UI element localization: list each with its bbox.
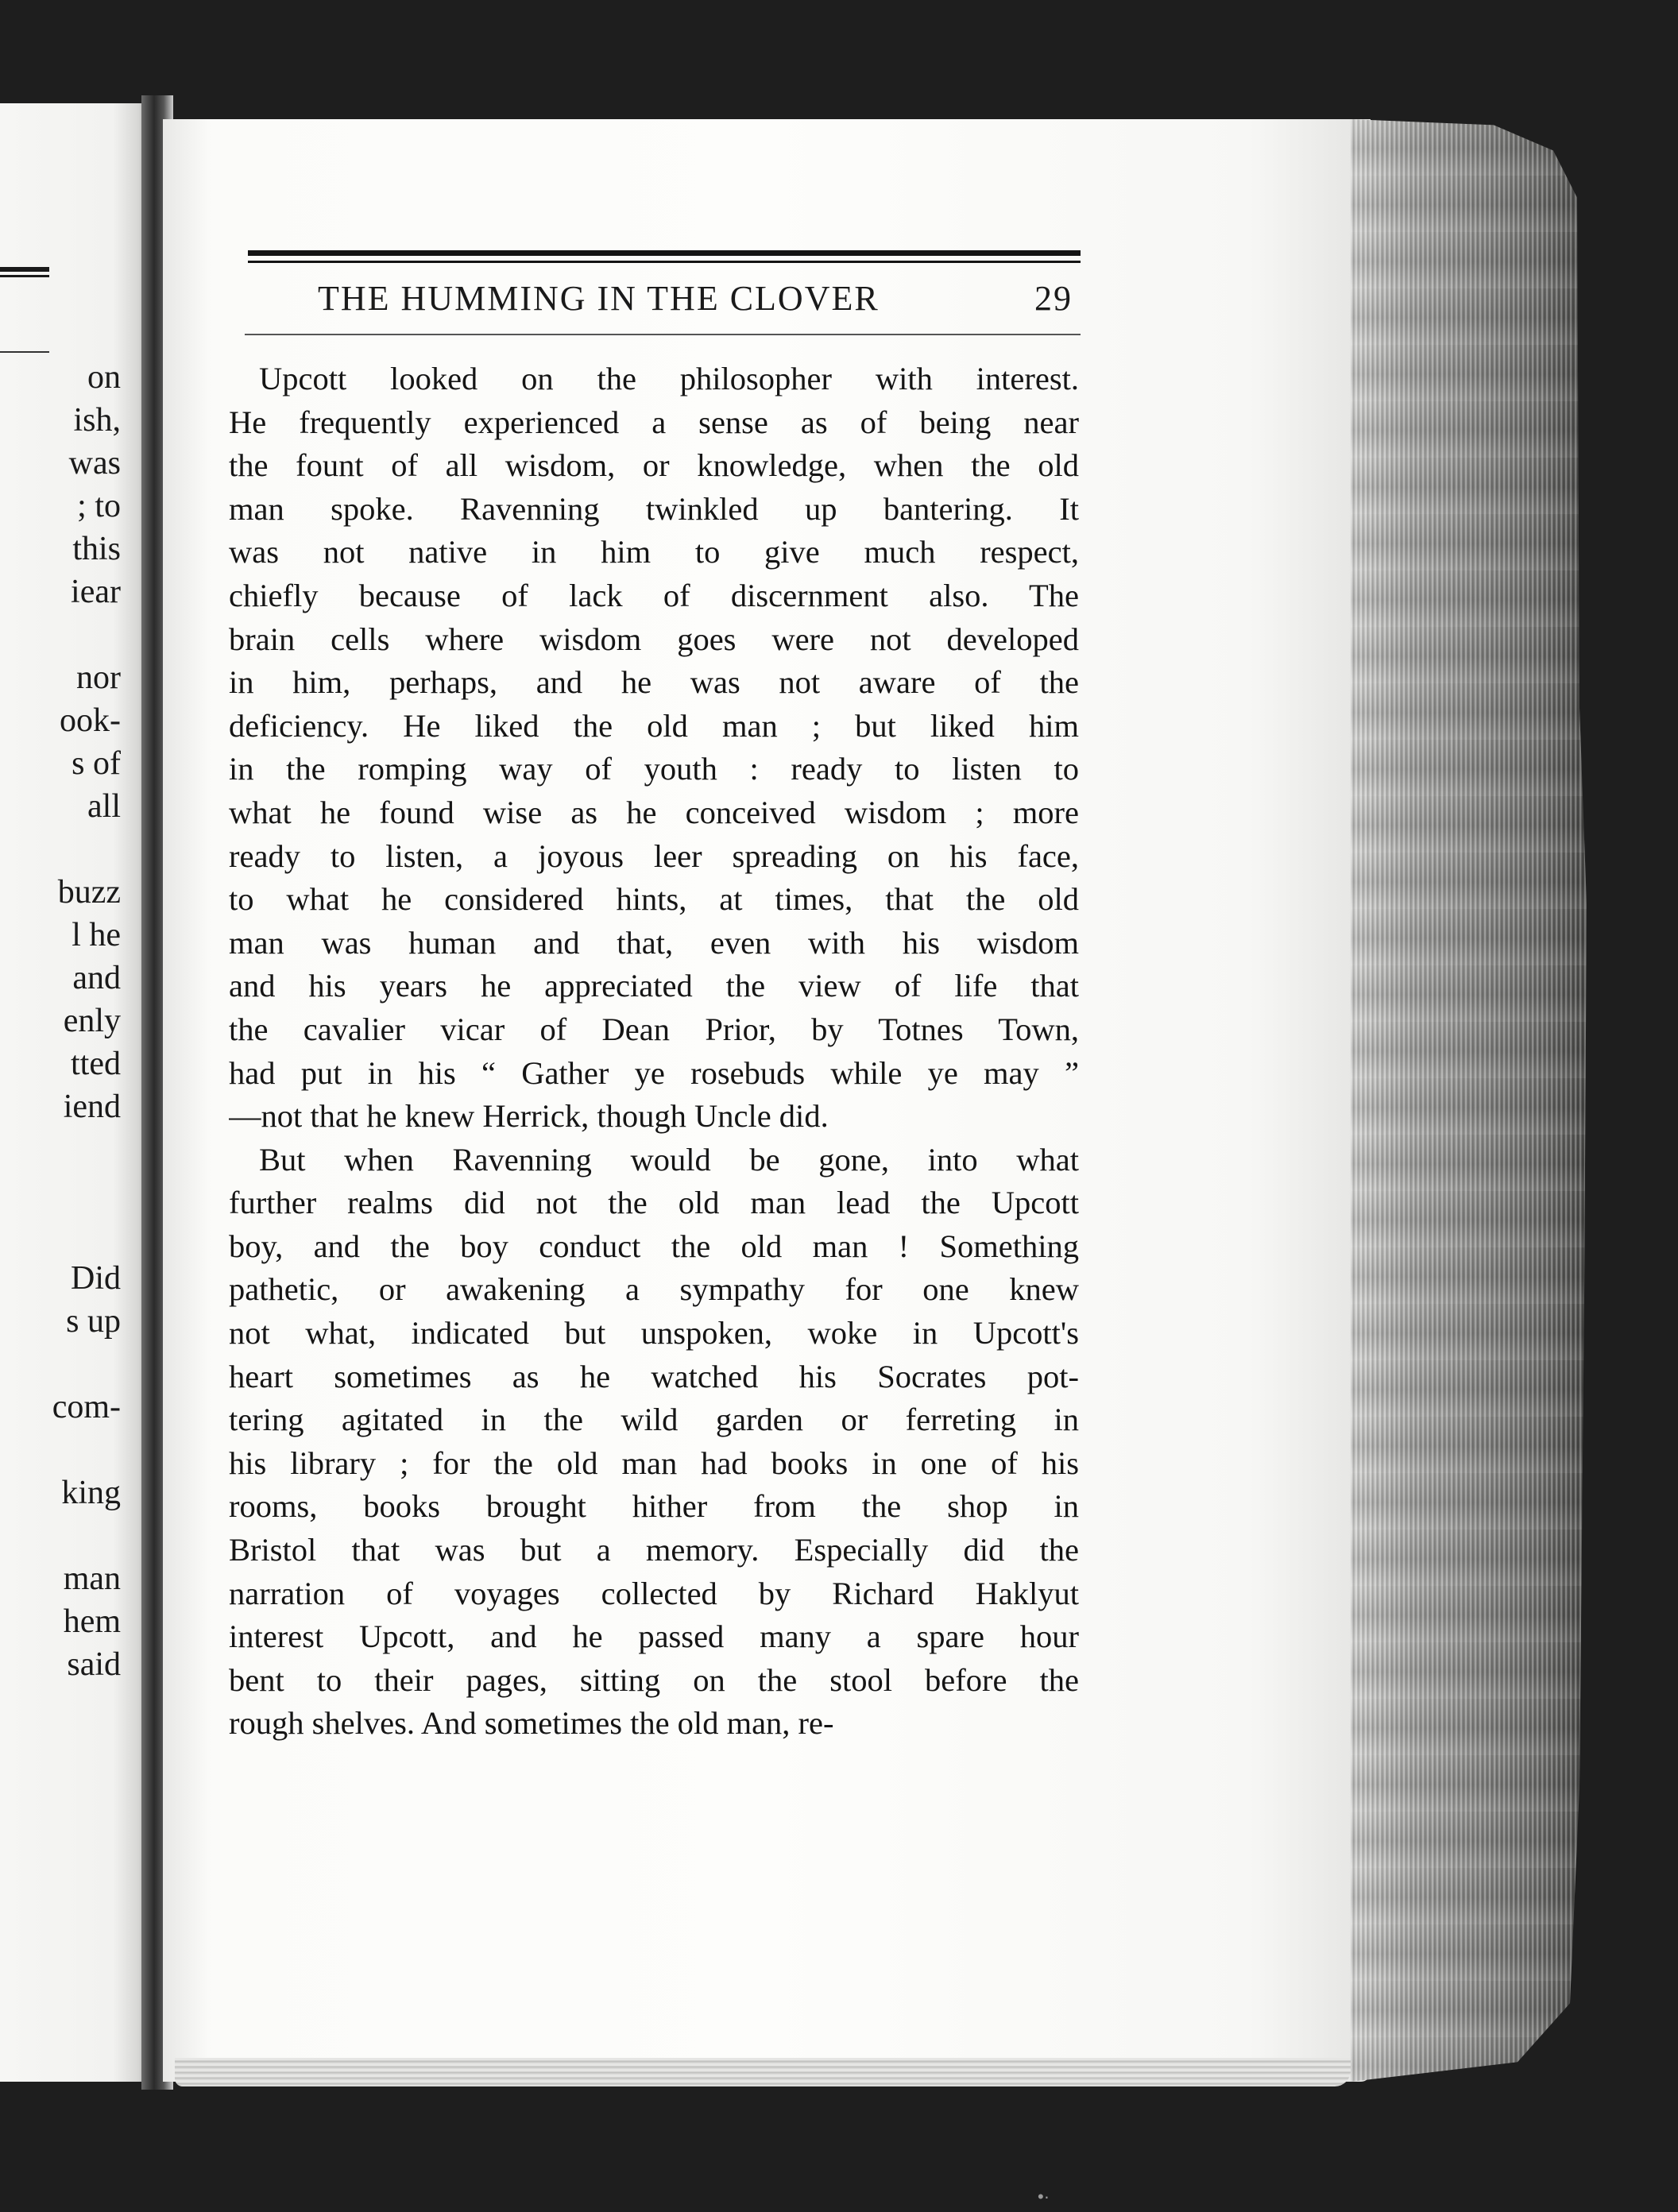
text-line: Upcott looked on the philosopher with interest. <box>259 361 1079 396</box>
page-bottom-edge <box>175 2058 1351 2086</box>
page-number: 29 <box>1034 279 1073 318</box>
text-line: But when Ravenning would be gone, into what <box>259 1141 1079 1178</box>
left-page-fragment: this <box>72 531 121 567</box>
running-head <box>318 278 1073 319</box>
left-page-fragment: hem <box>63 1603 121 1640</box>
text-line: to what he considered hints, at times, that the old <box>229 881 1079 918</box>
left-page-header-rule-secondary <box>0 275 49 277</box>
text-line: further realms did not the old man lead the Upcott <box>229 1185 1079 1221</box>
text-line: tering agitated in the wild garden or ferreting in <box>229 1402 1079 1438</box>
text-line: his library ; for the old man had books in one of his <box>229 1444 1079 1481</box>
text-line: man was human and that, even with his wisdom <box>229 924 1079 961</box>
left-page <box>0 103 151 2082</box>
text-line: chiefly because of lack of discernment also. The <box>229 577 1079 613</box>
text-line: in the romping way of youth : ready to listen to <box>229 751 1079 787</box>
left-page-fragment: tted <box>71 1046 121 1082</box>
left-page-fragment: said <box>67 1646 121 1683</box>
body-text <box>229 358 1079 1746</box>
text-line: interest Upcott, and he passed many a spare hour <box>229 1618 1079 1655</box>
page-fore-edge <box>1351 119 1589 2082</box>
left-page-fragment: ; to <box>77 488 121 524</box>
left-page-fragment: iear <box>71 574 121 610</box>
left-page-fragment: buzz <box>57 874 121 911</box>
text-line: —not that he knew Herrick, though Uncle did. <box>229 1098 829 1135</box>
left-page-fragment: enly <box>63 1003 121 1039</box>
running-head-underline <box>245 334 1081 335</box>
left-page-fragment: and <box>72 960 121 996</box>
text-line: not what, indicated but unspoken, woke in Upcott's <box>229 1315 1079 1352</box>
text-line: what he found wise as he conceived wisdom ; more <box>229 794 1079 830</box>
header-rule-thick <box>248 250 1081 256</box>
left-page-fragment: s up <box>66 1303 121 1340</box>
left-page-head-underline <box>0 351 49 353</box>
left-page-fragment: s of <box>72 745 121 782</box>
text-line: ready to listen, a joyous leer spreading on his face, <box>229 837 1079 874</box>
left-page-fragment: ish, <box>73 402 121 439</box>
text-line: rooms, books brought hither from the shop in <box>229 1488 1079 1525</box>
text-line: rough shelves. And sometimes the old man, re- <box>229 1705 834 1742</box>
left-page-header-rule <box>0 267 49 272</box>
text-line: had put in his “ Gather ye rosebuds while ye may ” <box>229 1054 1079 1091</box>
text-line: the fount of all wisdom, or knowledge, when the old <box>229 447 1079 484</box>
left-page-fragment: on <box>87 359 121 396</box>
left-page-fragment: l he <box>72 917 121 953</box>
text-line: was not native in him to give much respect, <box>229 534 1079 570</box>
text-line: and his years he appreciated the view of life that <box>229 968 1079 1004</box>
text-line: He frequently experienced a sense as of being near <box>229 404 1079 440</box>
text-line: pathetic, or awakening a sympathy for one knew <box>229 1271 1079 1308</box>
left-page-fragment: was <box>68 445 121 481</box>
text-line: man spoke. Ravenning twinkled up bantering. It <box>229 490 1079 527</box>
text-line: boy, and the boy conduct the old man ! Something <box>229 1228 1079 1264</box>
left-page-fragment: ook- <box>60 702 121 739</box>
left-page-fragment: king <box>61 1475 121 1511</box>
text-line: Bristol that was but a memory. Especially did the <box>229 1532 1079 1568</box>
left-page-fragment: com- <box>52 1389 121 1425</box>
running-head-title: THE HUMMING IN THE CLOVER <box>318 279 880 318</box>
left-page-fragment: Did <box>71 1260 121 1297</box>
header-rule-thin <box>248 261 1081 263</box>
text-line: narration of voyages collected by Richard Haklyut <box>229 1575 1079 1611</box>
left-page-fragment: iend <box>63 1089 121 1125</box>
text-line: heart sometimes as he watched his Socrates pot- <box>229 1358 1079 1394</box>
left-page-fragment: nor <box>76 659 121 696</box>
text-line: brain cells where wisdom goes were not developed <box>229 621 1079 657</box>
text-line: in him, perhaps, and he was not aware of the <box>229 664 1079 701</box>
left-page-fragment: all <box>87 788 121 825</box>
dust-speck: •· <box>1038 2187 1050 2206</box>
text-line: deficiency. He liked the old man ; but liked him <box>229 707 1079 744</box>
text-line: the cavalier vicar of Dean Prior, by Totnes Town, <box>229 1011 1079 1047</box>
left-page-fragment: man <box>63 1560 121 1597</box>
text-line: bent to their pages, sitting on the stool before the <box>229 1661 1079 1698</box>
